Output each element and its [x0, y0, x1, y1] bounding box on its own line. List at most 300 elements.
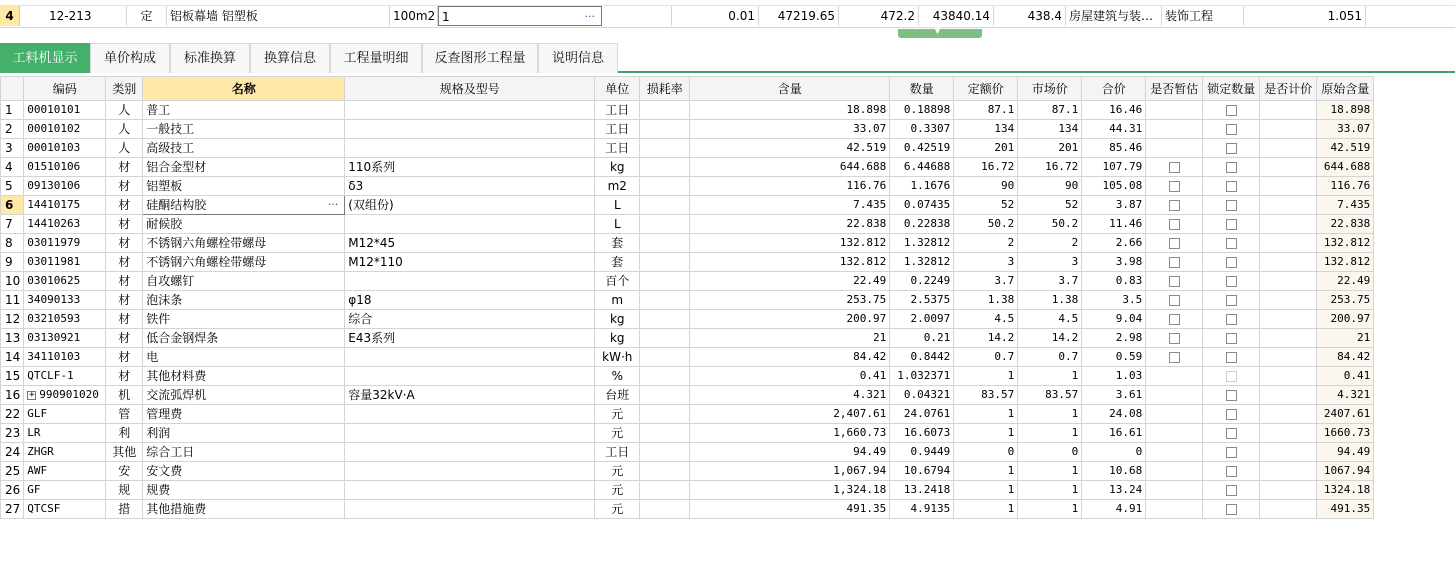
cell-lock-quantity[interactable]: [1203, 101, 1260, 120]
cell-is-estimated[interactable]: [1146, 462, 1203, 481]
cell-quota-price[interactable]: 1: [954, 462, 1018, 481]
cell-code[interactable]: [24, 234, 106, 253]
cell-market-price[interactable]: 2: [1018, 234, 1082, 253]
cell-spec[interactable]: [345, 101, 595, 120]
cell-lock-quantity[interactable]: [1203, 215, 1260, 234]
cell-total[interactable]: 107.79: [1082, 158, 1146, 177]
cell-unit[interactable]: 元: [595, 424, 640, 443]
cell-quantity[interactable]: 1.32812: [890, 253, 954, 272]
cell-market-price[interactable]: 3: [1018, 253, 1082, 272]
cell-is-estimated[interactable]: [1146, 215, 1203, 234]
lock-checkbox[interactable]: [1226, 238, 1237, 249]
cell-loss-rate[interactable]: [640, 329, 690, 348]
table-row[interactable]: [1, 310, 1374, 329]
cell-is-priced[interactable]: [1260, 234, 1317, 253]
header-is-estimated[interactable]: 是否暂估: [1146, 77, 1203, 101]
row-number[interactable]: 25: [1, 462, 24, 481]
cell-market-price[interactable]: 1: [1018, 481, 1082, 500]
lock-checkbox[interactable]: [1226, 143, 1237, 154]
cell-lock-quantity[interactable]: [1203, 253, 1260, 272]
header-is-priced[interactable]: 是否计价: [1260, 77, 1317, 101]
cell-loss-rate[interactable]: [640, 500, 690, 519]
cell-code[interactable]: [24, 291, 106, 310]
cell-name[interactable]: [143, 500, 345, 519]
cell-name[interactable]: [143, 272, 345, 291]
estimate-checkbox[interactable]: [1169, 295, 1180, 306]
cell-is-estimated[interactable]: [1146, 101, 1203, 120]
cell-spec[interactable]: [345, 139, 595, 158]
cell-content[interactable]: 94.49: [690, 443, 890, 462]
header-market-price[interactable]: 市场价: [1018, 77, 1082, 101]
table-row[interactable]: [1, 158, 1374, 177]
cell-unit[interactable]: kg: [595, 329, 640, 348]
cell-quantity[interactable]: 2.0097: [890, 310, 954, 329]
row-number[interactable]: 4: [1, 158, 24, 177]
cell-quota-price[interactable]: 1: [954, 424, 1018, 443]
cell-content[interactable]: 132.812: [690, 253, 890, 272]
cell-loss-rate[interactable]: [640, 424, 690, 443]
table-row[interactable]: [1, 139, 1374, 158]
tab-conversion-info[interactable]: 换算信息: [250, 43, 330, 73]
cell-name[interactable]: [143, 424, 345, 443]
cell-market-price[interactable]: 1: [1018, 405, 1082, 424]
header-name[interactable]: 名称: [143, 77, 345, 101]
header-loss-rate[interactable]: 损耗率: [640, 77, 690, 101]
cell-is-estimated[interactable]: [1146, 196, 1203, 215]
cell-lock-quantity[interactable]: [1203, 234, 1260, 253]
cell-total[interactable]: 3.61: [1082, 386, 1146, 405]
row-number[interactable]: 10: [1, 272, 24, 291]
cell-is-estimated[interactable]: [1146, 177, 1203, 196]
cell-unit[interactable]: 套: [595, 234, 640, 253]
row-number[interactable]: 1: [1, 101, 24, 120]
cell-market-price[interactable]: 1: [1018, 424, 1082, 443]
lock-checkbox[interactable]: [1226, 105, 1237, 116]
cell-market-price[interactable]: 52: [1018, 196, 1082, 215]
cell-quota-price[interactable]: 87.1: [954, 101, 1018, 120]
cell-spec[interactable]: [345, 348, 595, 367]
cell-unit[interactable]: 工日: [595, 101, 640, 120]
cell-spec[interactable]: (双组份): [345, 196, 595, 215]
table-row[interactable]: [1, 234, 1374, 253]
row-number[interactable]: 27: [1, 500, 24, 519]
row-number[interactable]: 3: [1, 139, 24, 158]
cell-quota-price[interactable]: 16.72: [954, 158, 1018, 177]
cell-is-priced[interactable]: [1260, 253, 1317, 272]
cell-quota-price[interactable]: 2: [954, 234, 1018, 253]
cell-quantity[interactable]: 1.032371: [890, 367, 954, 386]
cell-unit[interactable]: %: [595, 367, 640, 386]
cell-unit[interactable]: L: [595, 196, 640, 215]
cell-content[interactable]: 22.49: [690, 272, 890, 291]
table-row[interactable]: [1, 424, 1374, 443]
cell-name[interactable]: [143, 481, 345, 500]
cell-name[interactable]: [143, 367, 345, 386]
cell-lock-quantity[interactable]: [1203, 196, 1260, 215]
cell-is-priced[interactable]: [1260, 405, 1317, 424]
cell-quota-price[interactable]: 4.5: [954, 310, 1018, 329]
table-row[interactable]: [1, 386, 1374, 405]
table-row[interactable]: [1, 196, 1374, 215]
header-type[interactable]: 类别: [106, 77, 143, 101]
quota-value-6[interactable]: 1.051: [1244, 6, 1366, 26]
row-number[interactable]: 2: [1, 120, 24, 139]
cell-quantity[interactable]: 0.3307: [890, 120, 954, 139]
cell-type[interactable]: 规: [106, 481, 143, 500]
cell-name[interactable]: [143, 443, 345, 462]
row-number[interactable]: 26: [1, 481, 24, 500]
cell-type[interactable]: 材: [106, 215, 143, 234]
cell-quantity[interactable]: 24.0761: [890, 405, 954, 424]
cell-unit[interactable]: m: [595, 291, 640, 310]
tab-reverse-graphic-quantity[interactable]: 反查图形工程量: [422, 43, 538, 73]
lock-checkbox[interactable]: [1226, 162, 1237, 173]
cell-is-priced[interactable]: [1260, 177, 1317, 196]
cell-type[interactable]: 人: [106, 120, 143, 139]
cell-loss-rate[interactable]: [640, 177, 690, 196]
cell-quota-price[interactable]: 134: [954, 120, 1018, 139]
cell-code[interactable]: [24, 386, 106, 405]
cell-code[interactable]: [24, 500, 106, 519]
cell-name[interactable]: [143, 405, 345, 424]
cell-is-estimated[interactable]: [1146, 291, 1203, 310]
cell-total[interactable]: 85.46: [1082, 139, 1146, 158]
cell-code[interactable]: [24, 443, 106, 462]
cell-content[interactable]: 1,660.73: [690, 424, 890, 443]
quota-value-5[interactable]: 438.4: [994, 6, 1066, 26]
lock-checkbox[interactable]: [1226, 276, 1237, 287]
cell-name[interactable]: [143, 215, 345, 234]
cell-total[interactable]: 24.08: [1082, 405, 1146, 424]
tab-quantity-detail[interactable]: 工程量明细: [330, 43, 422, 73]
cell-type[interactable]: 材: [106, 253, 143, 272]
cell-total[interactable]: 44.31: [1082, 120, 1146, 139]
cell-name[interactable]: [143, 196, 345, 215]
cell-name[interactable]: [143, 177, 345, 196]
cell-is-priced[interactable]: [1260, 367, 1317, 386]
cell-type[interactable]: 材: [106, 272, 143, 291]
table-row[interactable]: [1, 443, 1374, 462]
cell-original-content[interactable]: 0.41: [1317, 367, 1374, 386]
cell-is-estimated[interactable]: [1146, 367, 1203, 386]
cell-market-price[interactable]: 16.72: [1018, 158, 1082, 177]
cell-spec[interactable]: E43系列: [345, 329, 595, 348]
estimate-checkbox[interactable]: [1169, 181, 1180, 192]
cell-quota-price[interactable]: 83.57: [954, 386, 1018, 405]
cell-unit[interactable]: 工日: [595, 120, 640, 139]
cell-is-estimated[interactable]: [1146, 120, 1203, 139]
cell-total[interactable]: 13.24: [1082, 481, 1146, 500]
cell-code[interactable]: [24, 139, 106, 158]
cell-unit[interactable]: 台班: [595, 386, 640, 405]
cell-market-price[interactable]: 134: [1018, 120, 1082, 139]
table-row[interactable]: [1, 177, 1374, 196]
cell-is-priced[interactable]: [1260, 158, 1317, 177]
header-spec[interactable]: 规格及型号: [345, 77, 595, 101]
cell-original-content[interactable]: 7.435: [1317, 196, 1374, 215]
cell-is-estimated[interactable]: [1146, 329, 1203, 348]
cell-market-price[interactable]: 14.2: [1018, 329, 1082, 348]
estimate-checkbox[interactable]: [1169, 276, 1180, 287]
cell-quota-price[interactable]: 52: [954, 196, 1018, 215]
cell-is-estimated[interactable]: [1146, 348, 1203, 367]
cell-type[interactable]: 利: [106, 424, 143, 443]
quota-blank-cell[interactable]: [602, 6, 672, 26]
cell-is-priced[interactable]: [1260, 291, 1317, 310]
cell-quota-price[interactable]: 14.2: [954, 329, 1018, 348]
cell-market-price[interactable]: 1: [1018, 462, 1082, 481]
cell-lock-quantity[interactable]: [1203, 329, 1260, 348]
lock-checkbox[interactable]: [1226, 485, 1237, 496]
expand-icon[interactable]: +: [29, 389, 35, 400]
cell-unit[interactable]: 元: [595, 405, 640, 424]
cell-original-content[interactable]: 94.49: [1317, 443, 1374, 462]
cell-name[interactable]: [143, 234, 345, 253]
cell-is-estimated[interactable]: [1146, 500, 1203, 519]
cell-original-content[interactable]: 42.519: [1317, 139, 1374, 158]
lock-checkbox[interactable]: [1226, 371, 1237, 382]
cell-original-content[interactable]: 253.75: [1317, 291, 1374, 310]
cell-original-content[interactable]: 33.07: [1317, 120, 1374, 139]
cell-quota-price[interactable]: 1: [954, 481, 1018, 500]
cell-spec[interactable]: 110系列: [345, 158, 595, 177]
cell-is-priced[interactable]: [1260, 101, 1317, 120]
cell-total[interactable]: 3.5: [1082, 291, 1146, 310]
cell-type[interactable]: 材: [106, 177, 143, 196]
cell-is-priced[interactable]: [1260, 348, 1317, 367]
cell-quota-price[interactable]: 1: [954, 500, 1018, 519]
cell-total[interactable]: 3.98: [1082, 253, 1146, 272]
cell-quantity[interactable]: 1.1676: [890, 177, 954, 196]
row-number[interactable]: 14: [1, 348, 24, 367]
cell-is-estimated[interactable]: [1146, 139, 1203, 158]
row-number[interactable]: 12: [1, 310, 24, 329]
cell-is-estimated[interactable]: [1146, 405, 1203, 424]
cell-content[interactable]: 1,067.94: [690, 462, 890, 481]
panel-splitter[interactable]: [898, 26, 982, 38]
cell-type[interactable]: 材: [106, 367, 143, 386]
cell-is-priced[interactable]: [1260, 424, 1317, 443]
header-quantity[interactable]: 数量: [890, 77, 954, 101]
cell-quantity[interactable]: 13.2418: [890, 481, 954, 500]
quota-code[interactable]: 12-213: [27, 6, 127, 26]
cell-spec[interactable]: [345, 424, 595, 443]
cell-name[interactable]: [143, 253, 345, 272]
cell-is-estimated[interactable]: [1146, 481, 1203, 500]
cell-spec[interactable]: [345, 272, 595, 291]
lock-checkbox[interactable]: [1226, 352, 1237, 363]
header-original-content[interactable]: 原始含量: [1317, 77, 1374, 101]
header-total[interactable]: 合价: [1082, 77, 1146, 101]
cell-type[interactable]: 其他: [106, 443, 143, 462]
cell-type[interactable]: 材: [106, 234, 143, 253]
cell-type[interactable]: 材: [106, 348, 143, 367]
cell-original-content[interactable]: 491.35: [1317, 500, 1374, 519]
row-number[interactable]: 24: [1, 443, 24, 462]
lock-checkbox[interactable]: [1226, 314, 1237, 325]
cell-loss-rate[interactable]: [640, 101, 690, 120]
cell-code[interactable]: [24, 253, 106, 272]
lock-checkbox[interactable]: [1226, 181, 1237, 192]
cell-is-priced[interactable]: [1260, 481, 1317, 500]
cell-quota-price[interactable]: 0: [954, 443, 1018, 462]
cell-is-priced[interactable]: [1260, 120, 1317, 139]
cell-name[interactable]: [143, 386, 345, 405]
cell-type[interactable]: 材: [106, 291, 143, 310]
cell-name[interactable]: [143, 101, 345, 120]
quota-value-3[interactable]: 472.2: [839, 6, 919, 26]
cell-market-price[interactable]: 1: [1018, 367, 1082, 386]
cell-quantity[interactable]: 1.32812: [890, 234, 954, 253]
cell-content[interactable]: 18.898: [690, 101, 890, 120]
cell-market-price[interactable]: 1: [1018, 500, 1082, 519]
quota-value-4[interactable]: 43840.14: [919, 6, 994, 26]
cell-is-estimated[interactable]: [1146, 272, 1203, 291]
cell-code[interactable]: [24, 329, 106, 348]
tab-labor-material-machine[interactable]: 工料机显示: [0, 43, 90, 73]
cell-quota-price[interactable]: 3.7: [954, 272, 1018, 291]
cell-code[interactable]: [24, 367, 106, 386]
cell-spec[interactable]: [345, 120, 595, 139]
cell-total[interactable]: 4.91: [1082, 500, 1146, 519]
row-number[interactable]: 8: [1, 234, 24, 253]
table-row[interactable]: [1, 329, 1374, 348]
cell-content[interactable]: 491.35: [690, 500, 890, 519]
lock-checkbox[interactable]: [1226, 257, 1237, 268]
cell-loss-rate[interactable]: [640, 386, 690, 405]
cell-lock-quantity[interactable]: [1203, 405, 1260, 424]
cell-loss-rate[interactable]: [640, 348, 690, 367]
cell-total[interactable]: 0.83: [1082, 272, 1146, 291]
cell-quota-price[interactable]: 1.38: [954, 291, 1018, 310]
cell-spec[interactable]: [345, 500, 595, 519]
cell-content[interactable]: 644.688: [690, 158, 890, 177]
cell-total[interactable]: 2.98: [1082, 329, 1146, 348]
cell-name[interactable]: [143, 462, 345, 481]
cell-lock-quantity[interactable]: [1203, 386, 1260, 405]
cell-original-content[interactable]: 132.812: [1317, 253, 1374, 272]
cell-quantity[interactable]: 2.5375: [890, 291, 954, 310]
cell-content[interactable]: 200.97: [690, 310, 890, 329]
cell-quota-price[interactable]: 50.2: [954, 215, 1018, 234]
cell-is-estimated[interactable]: [1146, 443, 1203, 462]
cell-content[interactable]: 33.07: [690, 120, 890, 139]
lock-checkbox[interactable]: [1226, 219, 1237, 230]
cell-unit[interactable]: kW·h: [595, 348, 640, 367]
cell-original-content[interactable]: 116.76: [1317, 177, 1374, 196]
cell-original-content[interactable]: 21: [1317, 329, 1374, 348]
cell-total[interactable]: 9.04: [1082, 310, 1146, 329]
cell-content[interactable]: 2,407.61: [690, 405, 890, 424]
header-code[interactable]: 编码: [24, 77, 106, 101]
lock-checkbox[interactable]: [1226, 447, 1237, 458]
cell-loss-rate[interactable]: [640, 139, 690, 158]
cell-is-priced[interactable]: [1260, 329, 1317, 348]
estimate-checkbox[interactable]: [1169, 219, 1180, 230]
cell-spec[interactable]: M12*45: [345, 234, 595, 253]
cell-content[interactable]: 4.321: [690, 386, 890, 405]
cell-spec[interactable]: [345, 462, 595, 481]
cell-original-content[interactable]: 200.97: [1317, 310, 1374, 329]
quota-unit[interactable]: 100m2: [390, 6, 438, 26]
cell-loss-rate[interactable]: [640, 196, 690, 215]
cell-quota-price[interactable]: 3: [954, 253, 1018, 272]
cell-name[interactable]: [143, 329, 345, 348]
cell-loss-rate[interactable]: [640, 234, 690, 253]
cell-original-content[interactable]: 4.321: [1317, 386, 1374, 405]
header-unit[interactable]: 单位: [595, 77, 640, 101]
cell-unit[interactable]: 元: [595, 481, 640, 500]
cell-quota-price[interactable]: 90: [954, 177, 1018, 196]
cell-content[interactable]: 132.812: [690, 234, 890, 253]
cell-content[interactable]: 1,324.18: [690, 481, 890, 500]
row-number[interactable]: 13: [1, 329, 24, 348]
cell-market-price[interactable]: 201: [1018, 139, 1082, 158]
cell-loss-rate[interactable]: [640, 405, 690, 424]
cell-spec[interactable]: φ18: [345, 291, 595, 310]
cell-is-priced[interactable]: [1260, 310, 1317, 329]
cell-quota-price[interactable]: 1: [954, 405, 1018, 424]
row-number[interactable]: 5: [1, 177, 24, 196]
cell-unit[interactable]: L: [595, 215, 640, 234]
cell-loss-rate[interactable]: [640, 253, 690, 272]
cell-unit[interactable]: kg: [595, 310, 640, 329]
cell-lock-quantity[interactable]: [1203, 443, 1260, 462]
cell-quantity[interactable]: 0.42519: [890, 139, 954, 158]
cell-name[interactable]: [143, 291, 345, 310]
cell-loss-rate[interactable]: [640, 291, 690, 310]
cell-unit[interactable]: 工日: [595, 139, 640, 158]
cell-lock-quantity[interactable]: [1203, 424, 1260, 443]
row-number[interactable]: 11: [1, 291, 24, 310]
cell-original-content[interactable]: 1067.94: [1317, 462, 1374, 481]
cell-quantity[interactable]: 6.44688: [890, 158, 954, 177]
cell-is-estimated[interactable]: [1146, 253, 1203, 272]
cell-quantity[interactable]: 0.18898: [890, 101, 954, 120]
lock-checkbox[interactable]: [1226, 428, 1237, 439]
cell-original-content[interactable]: 84.42: [1317, 348, 1374, 367]
lock-checkbox[interactable]: [1226, 124, 1237, 135]
cell-is-priced[interactable]: [1260, 462, 1317, 481]
cell-spec[interactable]: M12*110: [345, 253, 595, 272]
quota-project[interactable]: 装饰工程: [1162, 6, 1244, 26]
table-row[interactable]: [1, 348, 1374, 367]
cell-original-content[interactable]: 1660.73: [1317, 424, 1374, 443]
table-row[interactable]: [1, 462, 1374, 481]
cell-unit[interactable]: 元: [595, 462, 640, 481]
cell-lock-quantity[interactable]: [1203, 310, 1260, 329]
lock-checkbox[interactable]: [1226, 390, 1237, 401]
tab-unit-price-composition[interactable]: 单价构成: [90, 43, 170, 73]
cell-content[interactable]: 84.42: [690, 348, 890, 367]
cell-code[interactable]: [24, 177, 106, 196]
cell-code[interactable]: [24, 310, 106, 329]
cell-loss-rate[interactable]: [640, 120, 690, 139]
cell-original-content[interactable]: 2407.61: [1317, 405, 1374, 424]
cell-original-content[interactable]: 1324.18: [1317, 481, 1374, 500]
cell-content[interactable]: 22.838: [690, 215, 890, 234]
lock-checkbox[interactable]: [1226, 200, 1237, 211]
cell-quota-price[interactable]: 0.7: [954, 348, 1018, 367]
ellipsis-icon[interactable]: ···: [327, 198, 339, 211]
cell-spec[interactable]: [345, 215, 595, 234]
cell-total[interactable]: 0: [1082, 443, 1146, 462]
row-number[interactable]: 23: [1, 424, 24, 443]
cell-is-estimated[interactable]: [1146, 386, 1203, 405]
row-number[interactable]: 22: [1, 405, 24, 424]
lock-checkbox[interactable]: [1226, 409, 1237, 420]
cell-type[interactable]: 措: [106, 500, 143, 519]
